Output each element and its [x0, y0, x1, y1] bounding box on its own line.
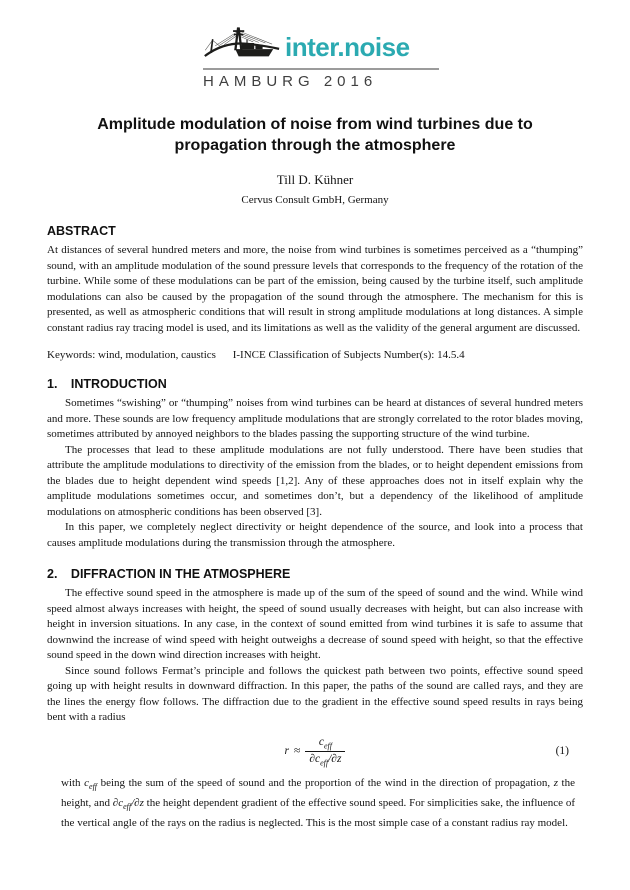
section-1-paragraph-1: Sometimes “swishing” or “thumping” noises from wind turbines can be heard at distances of several hundred meters and more. These sounds are low frequency amplitude modulations that are strongly correlated to the rotor blades moving, sometimes attributed by annoyed neighbors to the blades passing the supporting structure of the wind turbine. [47, 397, 583, 440]
bridge-ship-icon [203, 20, 281, 66]
closing-seg1: with [61, 777, 85, 790]
paper-affiliation: Cervus Consult GmbH, Germany [241, 194, 389, 206]
abstract-heading: ABSTRACT [47, 224, 116, 238]
closing-seg4: the height dependent gradient of the effective sound speed. For simplicities sake, the influence of the vertical angle of the rays on the radius is neglected. This is the most simple case of a constant radius ray model. [61, 797, 575, 830]
equation-relation: ≈ [294, 745, 301, 758]
numerator-subscript: eff [323, 740, 332, 750]
equation-lhs-variable: r [284, 745, 289, 758]
logo-top-row [203, 20, 439, 66]
section-2-paragraph-1: The effective sound speed in the atmosphere is made up of the sum of the speed of sound and the wind. While wind speed almost always increases with height, the speed of sound usually decreases with height, but can also increase with height in inversion situations. In any case, in the context of sound emitted from wind turbines it is safe to assume that downwind the increase of wind speed with height outweighs a decrease of sound speed with height, so that the effective sound speed in the down wind direction increases with height. [47, 587, 583, 661]
equation-fraction [305, 736, 345, 768]
gradient-subscript: eff [123, 802, 132, 812]
denominator-subscript: eff [320, 758, 329, 768]
section-2-paragraph-2: Since sound follows Fermat’s principle and follows the quickest path between two points, effective sound speed going up with height results in downward diffraction. In this paper, the paths of the sound are called rays, and they are the lines the energy flow follows. The diffraction due to the gradient in the effective sound speed results in rays being bent with a radius [47, 664, 583, 723]
section-1-number: 1. [47, 377, 58, 391]
keywords-line [47, 349, 583, 361]
ceff-symbol: c [84, 777, 90, 790]
equation-number: (1) [555, 745, 569, 758]
section-1-title: INTRODUCTION [70, 377, 167, 391]
conference-subtitle: HAMBURG 2016 [203, 73, 378, 90]
z-symbol: z [553, 777, 558, 790]
section-1-heading [47, 377, 583, 391]
equation-1 [47, 736, 583, 768]
equation-1-body [285, 736, 346, 768]
gradient-symbol: ∂c [112, 797, 124, 810]
equation-denominator [305, 751, 345, 767]
ceff-subscript: eff [89, 782, 98, 792]
section-2-number: 2. [47, 567, 58, 581]
gradient-z: /∂z [131, 797, 144, 810]
closing-seg3: the height, and [61, 777, 575, 810]
conference-logo [191, 20, 439, 90]
keywords-text: Keywords: wind, modulation, caustics [47, 349, 216, 361]
paper-title: Amplitude modulation of noise from wind turbines due to propagation through the atmosphere [97, 116, 533, 154]
numerator-symbol: c [318, 735, 324, 748]
closing-seg2: being the sum of the speed of sound and the proportion of the wind in the direction of propagation, [97, 777, 554, 790]
conference-brand: inter.noise [285, 32, 410, 62]
section-2-title: DIFFRACTION IN THE ATMOSPHERE [70, 567, 291, 581]
section-2-heading [47, 567, 583, 581]
denominator-gradient: /∂z [328, 752, 342, 765]
section-1-paragraph-3: In this paper, we completely neglect directivity or height dependence of the source, and look into a process that causes amplitude modulations during the transmission through the atmosphere. [47, 521, 583, 549]
logo-divider [203, 68, 439, 70]
paper-author: Till D. Kühner [276, 172, 354, 187]
abstract-text: At distances of several hundred meters and more, the noise from wind turbines is sometimes perceived as a “thumping” sound, with an amplitude modulation of the sound pressure levels that corresponds to the frequency of the rotation of the turbine. While some of these modulations can be part of the emission, being caused by the turbine itself, such amplitude modulations can also be caused by the propagation of the sound through the atmosphere. The mechanism for this is presented, as well as atmospheric conditions that will result in strong amplitude modulations at long distances. A simple constant radius ray tracing model is used, and its limitations as well as the validity of the general argument are discussed. [47, 244, 583, 334]
denominator-symbol: ∂c [309, 752, 321, 765]
section-1-paragraph-2: The processes that lead to these amplitude modulations are not fully understood. There have been studies that attribute the amplitude modulations to directivity of the emission from the blades, or to height dependent emissions from the blades due to height dependent wind speeds [1,2]. Any of these approaches does not in itself explain why the amplitude modulations sometimes occur, and sometimes don’t, but a dependency of the likelihood of amplitude modulations on atmospheric conditions has been observed [3]. [47, 443, 583, 518]
classification-text: I-INCE Classification of Subjects Number(s): 14.5.4 [232, 349, 465, 361]
equation-numerator [315, 736, 336, 751]
closing-paragraph [61, 775, 575, 832]
